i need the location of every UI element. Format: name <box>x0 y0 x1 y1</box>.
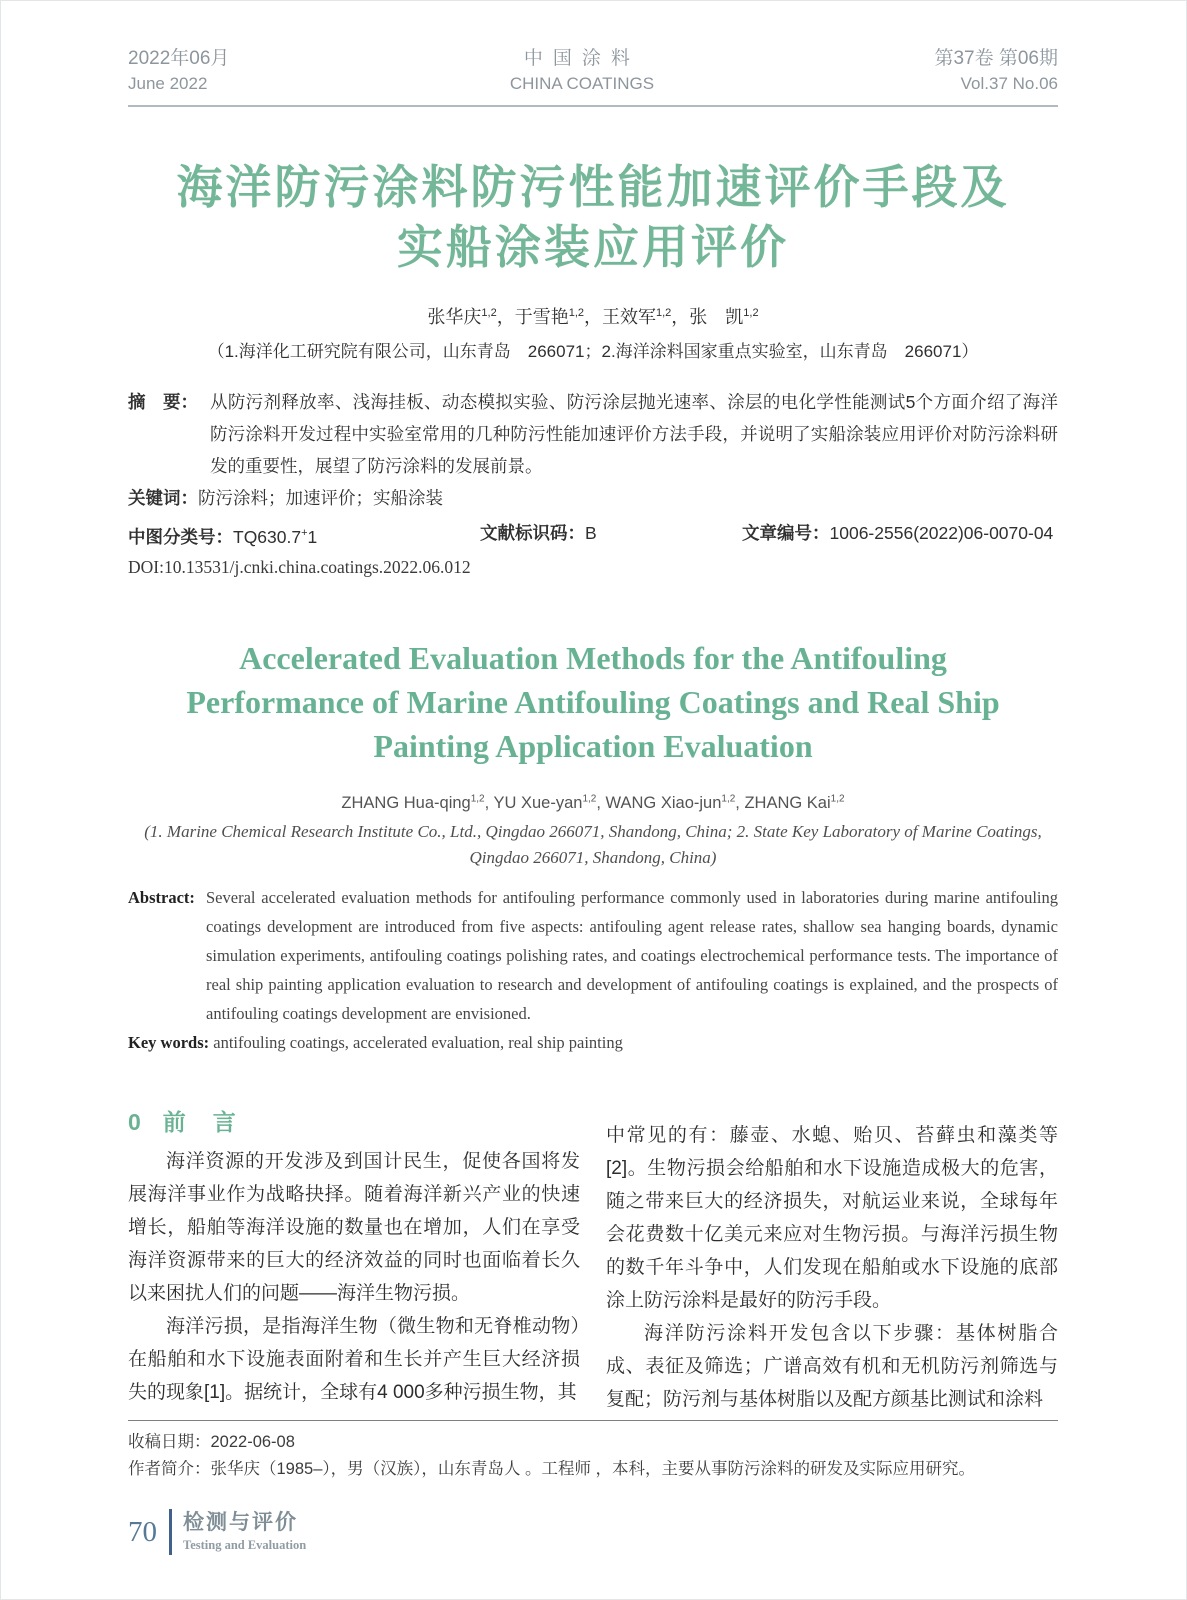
article-id-value: 1006-2556(2022)06-0070-04 <box>829 523 1054 543</box>
journal-name-en: CHINA COATINGS <box>509 74 655 93</box>
received-date-label: 收稿日期： <box>128 1433 211 1452</box>
received-date-line <box>128 1429 1058 1456</box>
footnote <box>128 1420 1058 1483</box>
author-affil-sup: 1,2 <box>568 307 584 319</box>
clc-label: 中图分类号： <box>128 526 233 547</box>
author-separator: ， <box>496 307 515 327</box>
header-journal-name <box>510 46 654 96</box>
author-affil-sup: 1,2 <box>656 307 672 319</box>
meta-row <box>128 518 1058 552</box>
doi: DOI:10.13531/j.cnki.china.coatings.2022.06.012 <box>128 556 471 577</box>
author-separator: ， <box>584 307 602 327</box>
article-id-label: 文章编号： <box>742 523 830 543</box>
authors-cn <box>128 303 1058 329</box>
affiliation-en: (1. Marine Chemical Research Institute Co., Ltd., Qingdao 266071, Shandong, China; 2. State Key Laboratory of Marine Coatings, Qingdao 266071, Shandong, China) <box>144 822 1042 868</box>
journal-header <box>128 46 1058 107</box>
keywords-en-label: Key words: <box>128 1033 210 1053</box>
journal-name-cn: 中国涂料 <box>523 48 640 69</box>
abstract-en-text: Several accelerated evaluation methods for antifouling performance commonly used in laboratories during marine antifouling coatings development are introduced from five aspects: antifouling agent release rates, shallow sea hanging boards, dynamic simulation experiments, antifouling coatings polishing rates, and coatings electrochemical performance tests. The importance of real ship painting application evaluation to research and development of antifouling coatings is explained, and the prospects of antifouling coatings development are envisioned. <box>206 888 1058 1024</box>
author-separator: , <box>596 794 606 813</box>
body-paragraph: 海洋资源的开发涉及到国计民生，促使各国将发展海洋事业作为战略抉择。随着海洋新兴产业的快速增长，船舶等海洋设施的数量也在增加，人们在享受海洋资源带来的巨大的经济效益的同时也面临着长久以来困扰人们的问题——海洋生物污损。 <box>128 1151 580 1305</box>
author-affil-sup: 1,2 <box>481 307 497 319</box>
header-date-cn: 2022年06月 <box>128 48 230 69</box>
abstract-cn-text: 从防污剂释放率、浅海挂板、动态模拟实验、防污涂层抛光速率、涂层的电化学性能测试5个方面介绍了海洋防污涂料开发过程中实验室常用的几种防污性能加速评价方法手段，并说明了实船涂装应用评价对防污涂料研发的重要性，展望了防污涂料的发展前景。 <box>210 392 1058 476</box>
author-bio-line <box>128 1456 1058 1483</box>
section-title: 前 言 <box>162 1109 238 1136</box>
author-bio-value: 张华庆（1985–），男（汉族），山东青岛人 。工程师 ，本科，主要从事防污涂料的研发及实际应用研究。 <box>210 1460 976 1479</box>
author-name: YU Xue-yan <box>493 794 583 813</box>
header-date <box>128 46 229 96</box>
author-cn <box>515 307 602 327</box>
affiliation-cn: （1.海洋化工研究院有限公司，山东青岛 266071；2.海洋涂料国家重点实验室，山东青岛 266071） <box>207 342 979 361</box>
clc-value-pre: TQ630.7 <box>233 526 302 547</box>
keywords-cn-label: 关键词： <box>128 488 198 508</box>
article-title-cn <box>128 157 1058 277</box>
footer-column-block <box>183 1511 306 1554</box>
footer-column-name-en: Testing and Evaluation <box>183 1537 307 1552</box>
author-name: 王效军 <box>602 307 656 327</box>
body-paragraph: 中常见的有：藤壶、水螅、贻贝、苔藓虫和藻类等[2]。生物污损会给船舶和水下设施造成极大的危害，随之带来巨大的经济损失，对航运业来说，全球每年会花费数十亿美元来应对生物污损。与海洋污损生物的数千年斗争中，人们发现在船舶或水下设施的底部涂上防污涂料是最好的防污手段。 <box>606 1125 1058 1312</box>
section-number: 0 <box>128 1109 141 1136</box>
header-issue-en: Vol.37 No.06 <box>960 74 1058 93</box>
footer-column-name-cn: 检测与评价 <box>183 1510 298 1534</box>
document-code-value: B <box>585 523 597 543</box>
body-column-right <box>606 1107 1058 1416</box>
author-name: 于雪艳 <box>514 307 569 327</box>
section-heading-intro <box>128 1107 580 1137</box>
article-title-en-line1: Accelerated Evaluation Methods for the Antifouling <box>239 639 947 676</box>
author-affil-sup: 1,2 <box>743 307 759 319</box>
header-issue <box>934 46 1058 96</box>
author-separator: , <box>735 794 745 813</box>
abstract-en <box>128 883 1058 1028</box>
author-name: ZHANG Hua-qing <box>341 794 471 813</box>
body-column-left <box>128 1107 580 1416</box>
page-footer <box>128 1509 1058 1555</box>
author-affil-sup: 1,2 <box>582 793 597 805</box>
author-name: WANG Xiao-jun <box>605 794 722 813</box>
author-separator: ， <box>671 307 690 327</box>
author-affil-sup: 1,2 <box>721 793 736 805</box>
article-title-en <box>128 636 1058 768</box>
author-cn <box>689 307 758 327</box>
article-id <box>742 518 1058 552</box>
document-code-label: 文献标识码： <box>480 523 585 543</box>
author-bio-label: 作者简介： <box>128 1460 211 1479</box>
body-columns <box>128 1107 1058 1416</box>
clc-value-post: 1 <box>307 526 318 547</box>
author-en <box>744 794 844 812</box>
article-title-en-line3: Painting Application Evaluation <box>373 727 813 764</box>
author-en <box>606 794 745 812</box>
keywords-cn-text: 防污涂料；加速评价；实船涂装 <box>198 488 443 508</box>
abstract-cn-label: 摘 要： <box>128 392 198 412</box>
keywords-cn <box>128 482 1058 514</box>
clc-value-sup: + <box>301 527 308 539</box>
page-number: 70 <box>128 1516 157 1549</box>
author-cn <box>602 307 689 327</box>
author-en <box>494 794 606 812</box>
keywords-en-text: antifouling coatings, accelerated evaluation, real ship painting <box>213 1033 623 1053</box>
article-title-cn-line2: 实船涂装应用评价 <box>397 221 789 273</box>
article-title-en-line2: Performance of Marine Antifouling Coatings and Real Ship <box>186 683 1000 720</box>
author-name: 张 凯 <box>689 307 744 327</box>
author-en <box>341 794 493 812</box>
header-date-en: June 2022 <box>128 74 208 93</box>
header-issue-cn: 第37卷 第06期 <box>934 48 1058 69</box>
author-affil-sup: 1,2 <box>470 793 485 805</box>
abstract-cn <box>128 386 1058 482</box>
document-code <box>480 518 742 552</box>
footer-divider-bar <box>169 1509 172 1555</box>
clc-number <box>128 518 480 552</box>
article-title-cn-line1: 海洋防污涂料防污性能加速评价手段及 <box>176 161 1010 213</box>
keywords-en <box>128 1028 1058 1057</box>
author-separator: , <box>484 794 494 813</box>
author-name: ZHANG Kai <box>744 794 831 813</box>
author-affil-sup: 1,2 <box>830 793 845 805</box>
received-date-value: 2022-06-08 <box>210 1433 295 1452</box>
body-paragraph: 海洋污损，是指海洋生物（微生物和无脊椎动物）在船舶和水下设施表面附着和生长并产生巨大经济损失的现象[1]。据统计，全球有4 000多种污损生物，其 <box>128 1316 580 1404</box>
authors-en <box>128 788 1058 816</box>
body-paragraph: 海洋防污涂料开发包含以下步骤：基体树脂合成、表征及筛选；广谱高效有机和无机防污剂筛选与复配；防污剂与基体树脂以及配方颜基比测试和涂料 <box>606 1323 1058 1411</box>
author-cn <box>427 307 514 327</box>
abstract-en-label: Abstract: <box>128 888 195 908</box>
author-name: 张华庆 <box>427 307 482 327</box>
